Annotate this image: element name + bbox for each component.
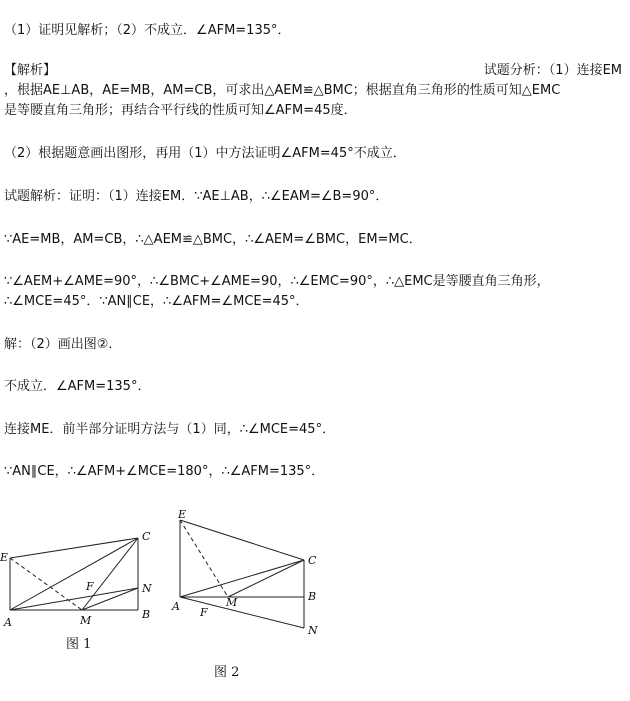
fig2-seg-MC (228, 560, 304, 597)
figure-1-diagram (0, 520, 170, 630)
answer-line: （1）证明见解析；（2）不成立．∠AFM=135°． (4, 23, 291, 38)
fig1-label-B: B (142, 608, 151, 621)
fig2-label-A: A (172, 600, 180, 613)
fig1-seg-EC (10, 538, 138, 558)
fig1-label-C: C (142, 530, 151, 543)
fig1-label-M: M (80, 614, 92, 627)
solution-line-1: 试题解析：证明：（1）连接EM．∵AE⊥AB，∴∠EAM=∠B=90°． (4, 189, 389, 204)
fig2-seg-EM-dashed (180, 520, 228, 597)
analysis-part2: （2）根据题意画出图形，再用（1）中方法证明∠AFM=45°不成立． (4, 146, 406, 161)
fig1-label-A: A (4, 616, 12, 629)
fig1-seg-EM-dashed (10, 558, 82, 610)
figure-2-diagram (170, 505, 325, 650)
fig2-label-F: F (200, 606, 208, 619)
fig1-label-F: F (86, 580, 94, 593)
solution-line-4: ∴∠MCE=45°．∵AN∥CE，∴∠AFM=∠MCE=45°． (4, 294, 309, 309)
fig2-label-C: C (308, 554, 317, 567)
fig1-label-N: N (142, 582, 152, 595)
analysis-intro: 试题分析：（1）连接EM (483, 63, 622, 78)
fig2-label-M: M (226, 596, 238, 609)
fig2-label-E: E (178, 508, 187, 521)
part2-line-3: 连接ME．前半部分证明方法与（1）同，∴∠MCE=45°． (4, 422, 336, 437)
figure-2-caption: 图 2 (214, 665, 240, 680)
solution-line-3: ∵∠AEM+∠AME=90°，∴∠BMC+∠AME=90，∴∠EMC=90°，∴△EMC是等腰直角三角形， (4, 274, 550, 289)
fig2-seg-AC (180, 560, 304, 597)
analysis-body-1: ，根据AE⊥AB，AE=MB，AM=CB，可求出△AEM≌△BMC；根据直角三角形的性质可知△EMC (4, 83, 561, 98)
analysis-header: 【解析】 (4, 63, 57, 78)
fig1-label-E: E (0, 551, 9, 564)
analysis-body-2: 是等腰直角三角形；再结合平行线的性质可知∠AFM=45度． (4, 103, 357, 118)
part2-line-1: 解：（2）画出图②． (4, 337, 122, 352)
part2-line-4: ∵AN∥CE，∴∠AFM+∠MCE=180°，∴∠AFM=135°． (4, 464, 325, 479)
part2-line-2: 不成立．∠AFM=135°． (4, 379, 151, 394)
fig2-label-N: N (308, 624, 318, 637)
figure-1-caption: 图 1 (66, 637, 92, 652)
solution-line-2: ∵AE=MB，AM=CB，∴△AEM≌△BMC，∴∠AEM=∠BMC，EM=MC． (4, 232, 422, 247)
fig2-label-B: B (308, 590, 317, 603)
fig2-seg-EC (180, 520, 304, 560)
fig2-seg-AN (180, 597, 304, 628)
